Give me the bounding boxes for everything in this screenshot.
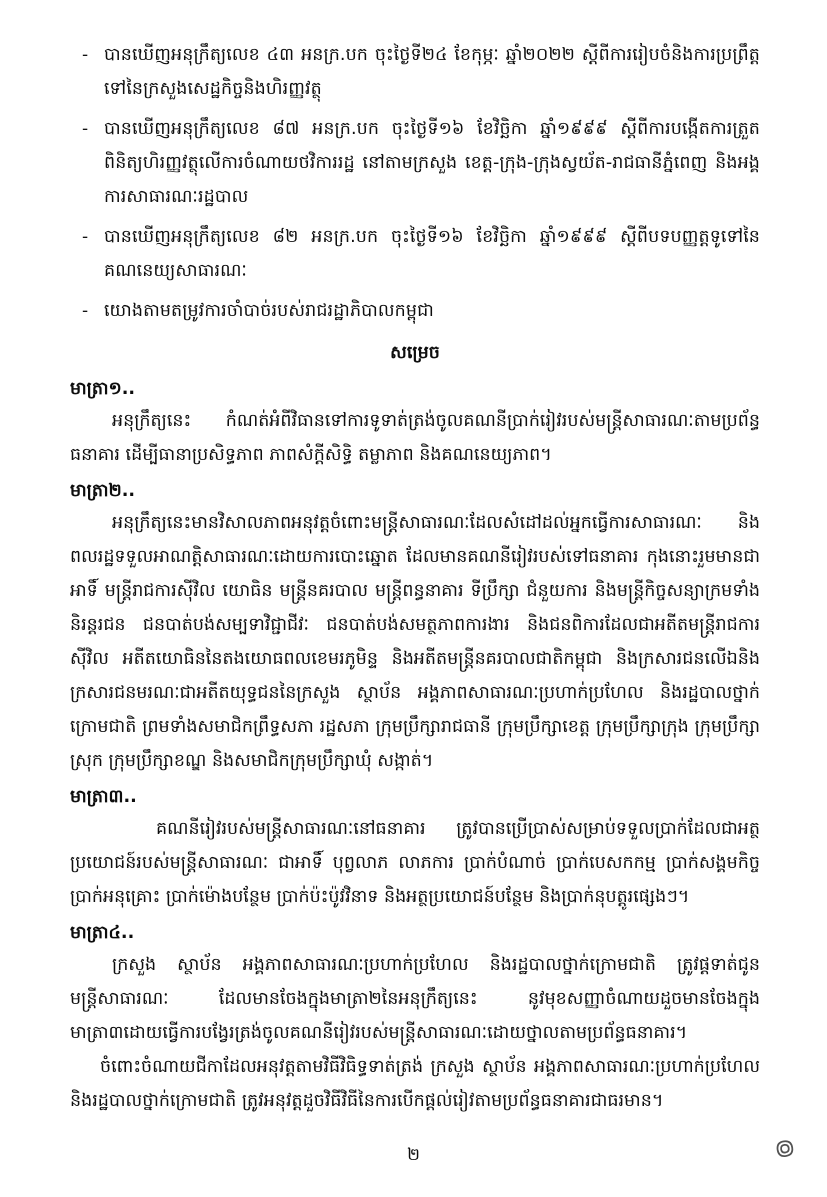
bullet-dash: - bbox=[82, 301, 89, 321]
article-paragraph: ក្រសួង ស្ថាប័ន អង្គភាពសាធារណៈប្រហាក់ប្រហែល និងរដ្ឋបាលថ្នាក់ក្រោមជាតិ ត្រូវផ្ដទាត់ជូនមន្ត្រីសាធារណៈ ដែលមានចែងក្នុងមាត្រា២នៃអនុក្រឹត្យនេះ នូវមុខសញ្ញាចំណាយដួចមានចែងក្នុងមាត្រា៣ដោយធ្វើការបង្វែរត្រង់ចូលគណនីរៀវរបស់មន្ត្រីសាធារណៈដោយថ្នាលតាមប្រព័ន្ធធនាគារ។ bbox=[70, 955, 760, 1043]
page-number: ២ bbox=[407, 1145, 420, 1165]
list-item bbox=[70, 38, 760, 106]
list-item bbox=[70, 112, 760, 214]
list-item bbox=[70, 220, 760, 288]
bullet-text: បានឃើញអនុក្រឹត្យលេខ ៨២ អនក្រ.បក ចុះថ្ងៃទី១៦ ខែវិច្ឆិកា ឆ្នាំ១៩៩៩ ស្ដីពីបទបញ្ញត្តទូទៅនៃគណនេយ្យសាធារណៈ bbox=[104, 227, 760, 281]
article-block-4 bbox=[70, 918, 760, 1118]
list-item bbox=[70, 294, 760, 328]
article-heading: មាត្រា៣.. bbox=[70, 787, 137, 807]
bullet-dash: - bbox=[82, 119, 89, 139]
seal-mark-icon: ៙ bbox=[772, 1132, 798, 1166]
article-block-3 bbox=[70, 782, 760, 914]
bullet-text: យោងតាមតម្រូវការចាំបាច់របស់រាជរដ្ឋាភិបាលកម្ពុជា bbox=[104, 301, 434, 321]
bullet-text: បានឃើញអនុក្រឹត្យលេខ ៨៧ អនក្រ.បក ចុះថ្ងៃទី១៦ ខែវិច្ឆិកា ឆ្នាំ១៩៩៩ ស្ដីពីការបង្កើតការត្រួតពិនិត្យហិរញ្ញវត្ថុលើការចំណាយថវិការរដ្ឋ នៅតាមក្រសួង ខេត្ត-ក្រុង-ក្រុងស្វយ័ត-រាជធានីភ្នំពេញ និងអង្គការសាធារណៈរដ្ឋបាល bbox=[104, 119, 760, 207]
article-paragraph: គណនីរៀវរបស់មន្ត្រីសាធារណៈនៅធនាគារ ត្រូវបានប្រើប្រាស់សម្រាប់ទទួលប្រាក់ដែលជាអត្ថប្រយោជន៍របស់មន្ត្រីសាធារណៈ ជាអាទិ៍ បុព្វលាភ លាភការ ប្រាក់បំណាច់ ប្រាក់បេសកកម្ម ប្រាក់សង្គមកិច្ចប្រាក់អនុគ្រោះ ប្រាក់ម៉ោងបន្ថែម ប្រាក់ប៉ះប៉ូវវិនាទ និងអត្ថប្រយោជន៍បន្ថែម និងប្រាក់នុបត្តូរផ្សេងៗ។ bbox=[70, 819, 760, 907]
decides-heading: សម្រេច bbox=[390, 343, 440, 363]
article-heading: មាត្រា១.. bbox=[70, 379, 136, 399]
bullet-dash: - bbox=[82, 45, 89, 65]
article-heading: មាត្រា៤.. bbox=[70, 923, 135, 943]
whereas-bullet-list bbox=[70, 38, 760, 328]
article-block-1 bbox=[70, 374, 760, 472]
article-paragraph: អនុក្រឹត្យនេះ កំណត់អំពីវិធានទៅការទូទាត់ត្រង់ចូលគណនីប្រាក់រៀវរបស់មន្ត្រីសាធារណៈតាមប្រព័ន្ធធនាគារ ដើម្បីធានាប្រសិទ្ធភាព ភាពសំក្ដីសិទ្ធិ តម្លាភាព និងគណនេយ្យភាព។ bbox=[70, 411, 760, 465]
article-heading: មាត្រា២.. bbox=[70, 481, 136, 501]
page-content bbox=[70, 38, 760, 1120]
article-paragraph: អនុក្រឹត្យនេះមានវិសាលភាពអនុវត្តចំពោះមន្ត្រីសាធារណៈដែលសំដៅដល់អ្នកធ្វើការសាធារណៈ និងពលរដ្ឋទទួលអាណត្តិសាធារណៈដោយការបោះឆ្នោត ដែលមានគណនីរៀវរបស់ទៅធនាគារ កុងនោះរួមមានជាអាទិ៍ មន្ត្រីរាជការស៊ីវិល យោធិន មន្ត្រីនគរបាល មន្ត្រីពន្ធនាគារ ទីប្រឹក្សា ជំនួយការ និងមន្ត្រីកិច្ចសន្យាក្រមទាំងនិរន្តរជន ជនបាត់បង់សម្បទាវិជ្ជាជីវៈ ជនបាត់បង់សមត្ថភាពការងារ និងជនពិការដែលជាអតីតមន្ត្រីរាជការស៊ីវិល អតីតយោធិននៃតងយោធពលខេមរភូមិន្ទ និងអតីតមន្ត្រីនគរបាលជាតិកម្ពុជា និងក្រសារជនលើឯនិងក្រសារជនមរណៈជាអតីតយុទ្ធជននៃក្រសួង ស្ថាប័ន អង្គភាពសាធារណៈប្រហាក់ប្រហែល និងរដ្ឋបាលថ្នាក់ក្រោមជាតិ ព្រមទាំងសមាជិកព្រឹទ្ធសភា រដ្ឋសភា ក្រុមប្រឹក្សារាជធានី ក្រុមប្រឹក្សាខេត្ត ក្រុមប្រឹក្សាក្រុង ក្រុមប្រឹក្សាស្រុក ក្រុមប្រឹក្សាខណ្ឌ និងសមាជិកក្រុមប្រឹក្សាឃុំ សង្កាត់។ bbox=[70, 513, 760, 771]
bullet-text: បានឃើញអនុក្រឹត្យលេខ ៤៣ អនក្រ.បក ចុះថ្ងៃទី២៤ ខែកុម្ភៈ ឆ្នាំ២០២២ ស្ដីពីការរៀបចំនិងការប្រព្រឹត្តទៅនៃក្រសួងសេដ្ឋកិច្ចនិងហិរញ្ញវត្ថុ bbox=[104, 45, 760, 99]
bullet-dash: - bbox=[82, 227, 89, 247]
article-paragraph: ចំពោះចំណាយជីកាដែលអនុវត្តតាមវិធីវិធិទ្ធទាត់ត្រង់ ក្រសួង ស្ថាប័ន អង្គភាពសាធារណៈប្រហាក់ប្រហែល និងរដ្ឋបាលថ្នាក់ក្រោមជាតិ ត្រូវអនុវត្តដួចវិធីវិធីនៃការបើកផ្ដល់រៀវតាមប្រព័ន្ធធនាគារជាធរមាន។ bbox=[70, 1057, 760, 1111]
article-block-2 bbox=[70, 476, 760, 778]
